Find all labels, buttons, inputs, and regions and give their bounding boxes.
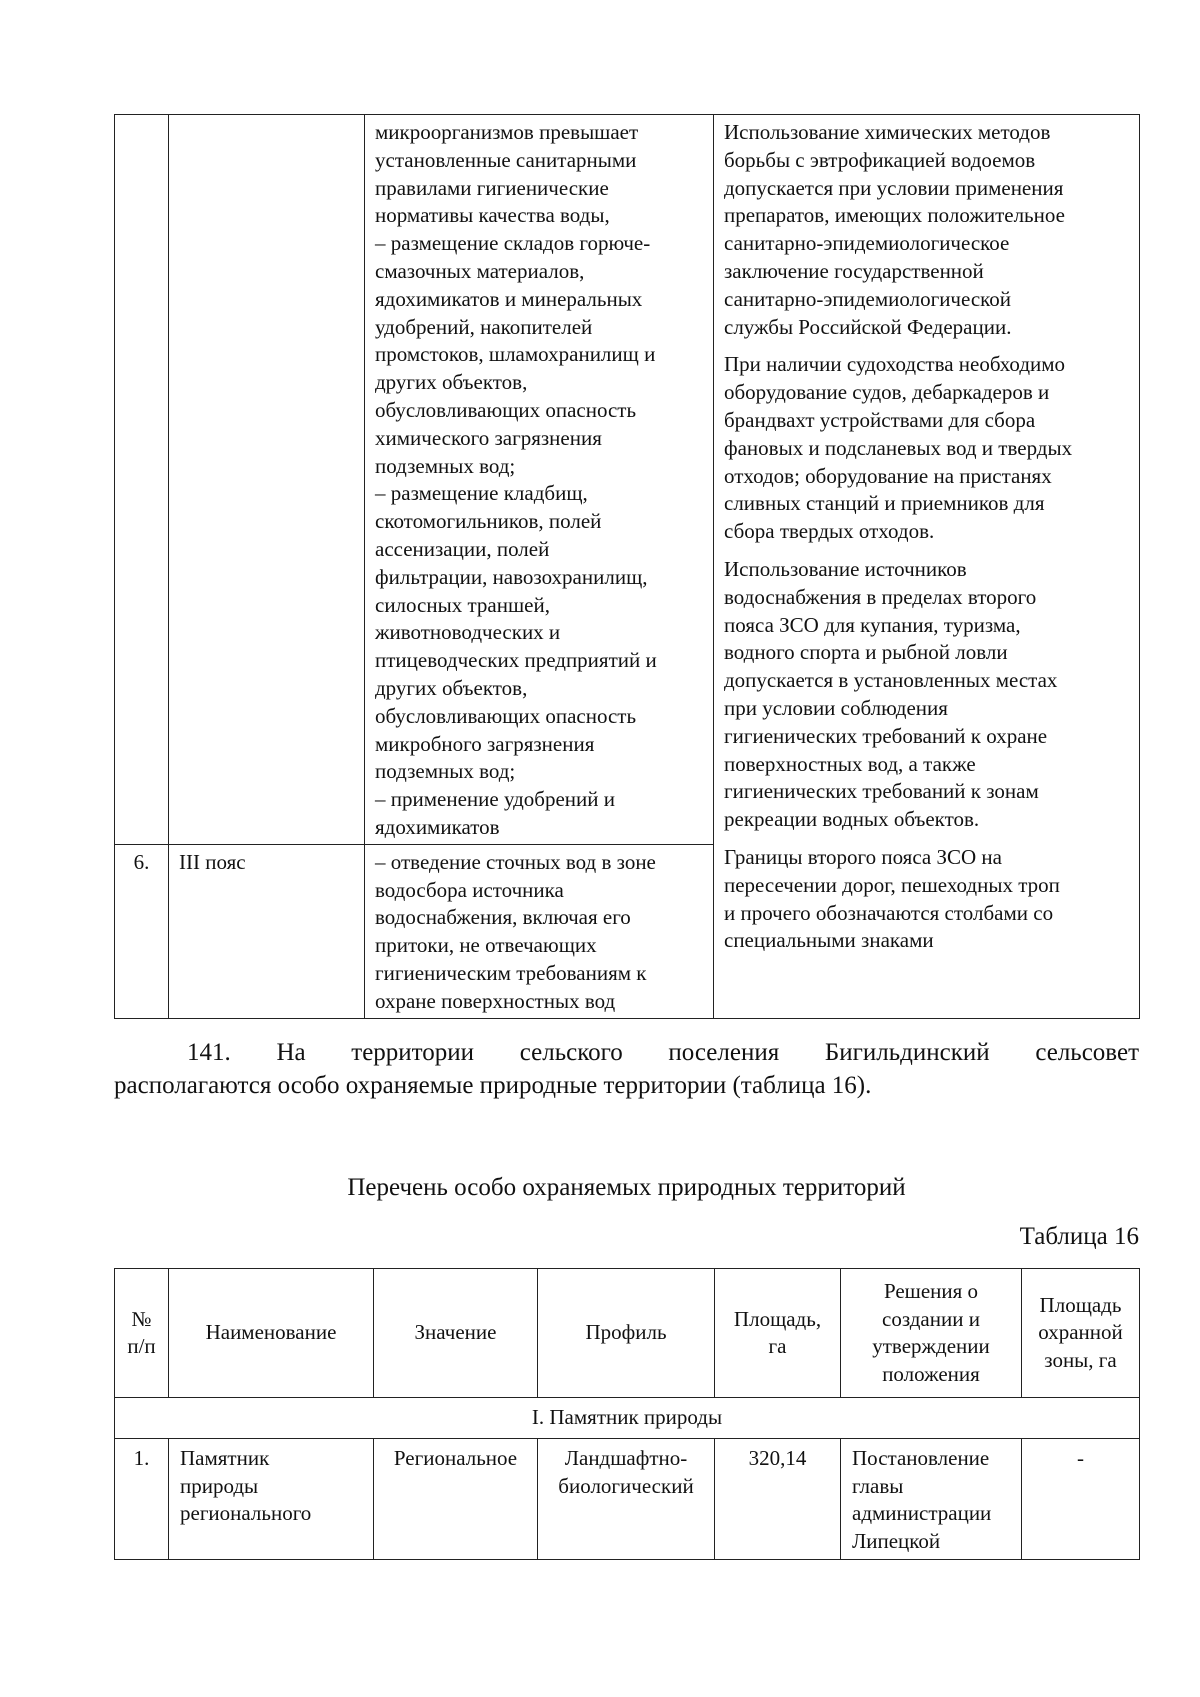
text-line: администрации (852, 1501, 992, 1525)
table-caption: Таблица 16 (1019, 1223, 1139, 1250)
text-line: – размещение кладбищ, (375, 481, 588, 506)
text-line: и прочего обозначаются столбами со (724, 900, 1054, 925)
text-line: других объектов, (375, 370, 528, 395)
text-line: ассенизации, полей (375, 536, 550, 561)
text-line: сбора твердых отходов. (724, 519, 935, 544)
text-line: фильтрации, навозохранилищ, (375, 564, 648, 589)
text-line: – применение удобрений и (375, 787, 616, 812)
notes-cell (714, 115, 1140, 1019)
text-line: подземных вод; (375, 759, 516, 784)
text-line: – размещение складов горюче- (375, 231, 651, 256)
text-line: удобрений, накопителей (375, 314, 593, 339)
text-line: отходов; оборудование на пристанях (724, 463, 1052, 488)
zone-name-cell (169, 115, 365, 845)
text-line: промстоков, шламохранилищ и (375, 342, 656, 367)
table-row (115, 1439, 1140, 1560)
text-line: смазочных материалов, (375, 258, 585, 283)
text-line: сливных станций и приемников для (724, 491, 1045, 516)
text-line: животноводческих и (375, 620, 561, 645)
text-line: фановых и подсланевых вод и твердых (724, 435, 1073, 460)
text-line: Профиль (585, 1320, 667, 1345)
text-line: создании и (882, 1306, 980, 1331)
text-line: рекреации водных объектов. (724, 807, 980, 832)
text-line: утверждении (872, 1334, 990, 1358)
text-line: биологический (558, 1473, 694, 1498)
cell-buffer-area: - (1022, 1439, 1140, 1560)
section-title: I. Памятник природы (115, 1398, 1140, 1439)
text-line: Наименование (205, 1320, 337, 1345)
text-line: главы (852, 1473, 904, 1498)
text-line: птицеводческих предприятий и (375, 648, 657, 673)
text-line: Использование источников (724, 556, 967, 581)
restrictions-cell (365, 115, 714, 845)
header-buffer-area (1022, 1269, 1140, 1398)
cell-decision (841, 1439, 1022, 1560)
text-line: Липецкой (852, 1528, 941, 1553)
cell-significance: Региональное (374, 1439, 538, 1560)
table-header-row (115, 1269, 1140, 1398)
text-line: гигиенических требований к зонам (724, 779, 1039, 804)
text-line: Использование химических методов (724, 120, 1051, 144)
text-line: охранной (1038, 1320, 1123, 1345)
text-line: микроорганизмов превышает (375, 120, 639, 144)
paragraph-line: располагаются особо охраняемые природные территории (таблица 16). (114, 1072, 872, 1099)
text-line: ядохимикатов (375, 814, 500, 839)
zso-restrictions-table (114, 114, 1140, 1019)
text-line: Площадь, (733, 1306, 822, 1331)
header-profile (538, 1269, 715, 1398)
text-line: п/п (127, 1334, 156, 1358)
text-line: Ландшафтно- (564, 1446, 688, 1470)
text-line: Решения о (883, 1279, 979, 1303)
text-line: водоснабжения в пределах второго (724, 584, 1037, 609)
text-line: охране поверхностных вод (375, 988, 616, 1013)
text-line: поверхностных вод, а также (724, 751, 976, 776)
text-line: Постановление (852, 1446, 990, 1470)
text-line: химического загрязнения (375, 425, 602, 450)
text-line: обусловливающих опасность (375, 397, 637, 422)
text-line: правилами гигиенические (375, 175, 609, 200)
text-line: специальными знаками (724, 928, 934, 953)
text-line: регионального (180, 1501, 312, 1525)
zone-name-cell: III пояс (169, 844, 365, 1018)
header-name (169, 1269, 374, 1398)
text-line: заключение государственной (724, 258, 984, 283)
text-line: оборудование судов, дебаркадеров и (724, 380, 1050, 405)
text-line: допускается в установленных местах (724, 668, 1058, 693)
text-line: положения (882, 1361, 980, 1386)
text-line: других объектов, (375, 675, 528, 700)
text-line: брандвахт устройствами для сбора (724, 407, 1036, 432)
text-line: Границы второго пояса ЗСО на (724, 844, 1002, 869)
text-line: Памятник (180, 1446, 270, 1470)
cell-area: 320,14 (715, 1439, 841, 1560)
cell-name (169, 1439, 374, 1560)
text-line: нормативы качества воды, (375, 203, 610, 228)
cell-profile (538, 1439, 715, 1560)
header-significance (374, 1269, 538, 1398)
row-number-cell (115, 115, 169, 845)
text-line: службы Российской Федерации. (724, 314, 1012, 339)
text-line: природы (180, 1473, 259, 1498)
text-line: № (131, 1306, 152, 1331)
text-line: пояса ЗСО для купания, туризма, (724, 612, 1021, 637)
text-line: санитарно-эпидемиологической (724, 286, 1012, 311)
restrictions-cell (365, 844, 714, 1018)
text-line: микробного загрязнения (375, 731, 595, 756)
text-line: санитарно-эпидемиологическое (724, 231, 1010, 256)
text-line: подземных вод; (375, 453, 516, 478)
text-line: При наличии судоходства необходимо (724, 352, 1066, 377)
text-line: гигиеническим требованиям к (375, 960, 647, 985)
text-line: га (768, 1334, 787, 1358)
text-line: при условии соблюдения (724, 695, 948, 720)
text-line: водосбора источника (375, 877, 564, 902)
header-num (115, 1269, 169, 1398)
text-line: ядохимикатов и минеральных (375, 286, 643, 311)
cell-num: 1. (115, 1439, 169, 1560)
table-row (115, 115, 1140, 845)
section-row (115, 1398, 1140, 1439)
table-title: Перечень особо охраняемых природных территорий (347, 1174, 906, 1201)
note-paragraph (724, 351, 1129, 546)
text-line: – отведение сточных вод в зоне (375, 849, 656, 874)
text-line: борьбы с эвтрофикацией водоемов (724, 147, 1036, 172)
row-number-cell: 6. (115, 844, 169, 1018)
text-line: Значение (414, 1320, 497, 1345)
header-decision (841, 1269, 1022, 1398)
text-line: водного спорта и рыбной ловли (724, 640, 1008, 665)
text-line: гигиенических требований к охране (724, 723, 1048, 748)
note-paragraph (724, 556, 1129, 834)
protected-areas-table (114, 1268, 1140, 1560)
text-line: скотомогильников, полей (375, 509, 602, 534)
header-area (715, 1269, 841, 1398)
note-paragraph (724, 844, 1129, 955)
text-line: допускается при условии применения (724, 175, 1064, 200)
text-line: Площадь (1039, 1292, 1122, 1317)
note-paragraph (724, 119, 1129, 341)
text-line: силосных траншей, (375, 592, 550, 617)
text-line: водоснабжения, включая его (375, 905, 631, 930)
text-line: препаратов, имеющих положительное (724, 203, 1065, 228)
text-line: притоки, не отвечающих (375, 933, 597, 958)
text-line: обусловливающих опасность (375, 703, 637, 728)
text-line: пересечении дорог, пешеходных троп (724, 872, 1060, 897)
paragraph-line: 141. На территории сельского поселения Бигильдинский сельсовет (187, 1039, 1139, 1066)
text-line: зоны, га (1044, 1347, 1117, 1372)
paragraph-141 (114, 1036, 1139, 1102)
text-line: установленные санитарными (375, 147, 637, 172)
